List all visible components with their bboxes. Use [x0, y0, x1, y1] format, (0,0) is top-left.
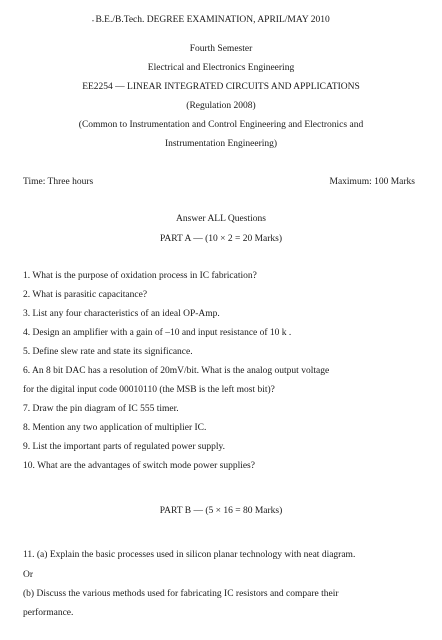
question-4: 4. Design an amplifier with a gain of –10 and input resistance of 10 k . — [23, 328, 292, 338]
question-11-or: Or — [23, 570, 34, 580]
question-9: 9. List the important parts of regulated power supply. — [23, 442, 226, 452]
question-5: 5. Define slew rate and state its significance. — [23, 347, 193, 357]
common-line-2: Instrumentation Engineering) — [164, 139, 278, 149]
course-title: EE2254 — LINEAR INTEGRATED CIRCUITS AND APPLICATIONS — [82, 82, 360, 92]
header-mark: " — [92, 20, 95, 26]
question-7: 7. Draw the pin diagram of IC 555 timer. — [23, 404, 179, 414]
question-2: 2. What is parasitic capacitance? — [23, 290, 148, 300]
question-11b: (b) Discuss the various methods used for fabricating IC resistors and compare their — [23, 589, 339, 599]
branch: Electrical and Electronics Engineering — [147, 63, 295, 73]
question-8: 8. Mention any two application of multiplier IC. — [23, 423, 207, 433]
part-a-heading: PART A — (10 × 2 = 20 Marks) — [159, 234, 283, 244]
question-6: 6. An 8 bit DAC has a resolution of 20mV/bit. What is the analog output voltage — [23, 366, 330, 376]
question-1: 1. What is the purpose of oxidation process in IC fabrication? — [23, 271, 257, 281]
question-6-cont: for the digital input code 00010110 (the MSB is the left most bit)? — [23, 385, 275, 395]
question-10: 10. What are the advantages of switch mode power supplies? — [23, 461, 255, 471]
instructions: Answer ALL Questions — [176, 214, 266, 224]
question-3: 3. List any four characteristics of an ideal OP-Amp. — [23, 309, 220, 319]
regulation: (Regulation 2008) — [186, 101, 256, 111]
exam-title: B.E./B.Tech. DEGREE EXAMINATION, APRIL/MAY 2010 — [95, 15, 330, 25]
header-title — [92, 14, 330, 29]
time-info: Time: Three hours — [23, 177, 94, 187]
question-11a: 11. (a) Explain the basic processes used in silicon planar technology with neat diagram. — [23, 550, 356, 560]
common-line-1: (Common to Instrumentation and Control Engineering and Electronics and — [78, 120, 364, 130]
semester: Fourth Semester — [189, 44, 253, 54]
part-b-heading: PART B — (5 × 16 = 80 Marks) — [159, 506, 283, 516]
max-marks: Maximum: 100 Marks — [329, 177, 415, 187]
question-11b-cont: performance. — [23, 608, 74, 618]
